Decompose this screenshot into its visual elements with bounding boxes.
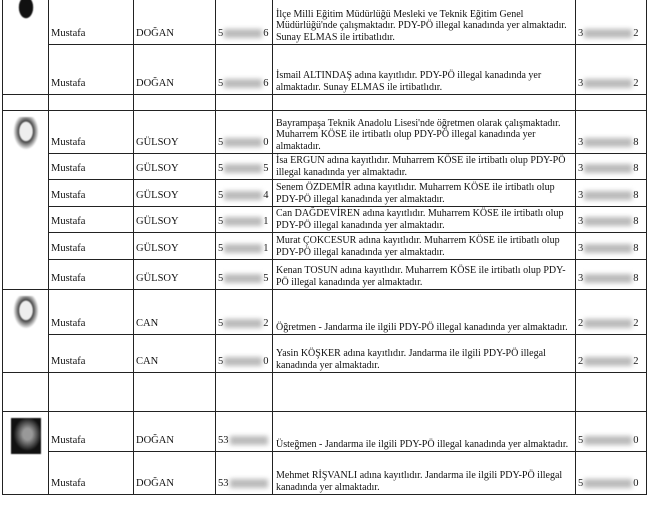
reference-number bbox=[576, 95, 647, 111]
redacted-blur bbox=[584, 164, 632, 173]
last-name: CAN bbox=[134, 290, 216, 335]
table-row bbox=[3, 0, 647, 45]
reference-number bbox=[576, 111, 647, 154]
last-name: GÜLSOY bbox=[134, 180, 216, 207]
phone-number bbox=[216, 373, 273, 412]
description: Öğretmen - Jandarma ile ilgili PDY-PÖ illegal kanadında yer almaktadır. bbox=[273, 290, 576, 335]
phone-end: 6 bbox=[263, 28, 269, 39]
phone-start: 5 bbox=[218, 163, 224, 174]
person-photo-cell bbox=[3, 290, 49, 373]
ref-end: 2 bbox=[633, 28, 639, 39]
last-name: CAN bbox=[134, 335, 216, 373]
last-name: DOĞAN bbox=[134, 412, 216, 452]
table-row bbox=[3, 290, 647, 335]
phone-start: 5 bbox=[218, 273, 224, 284]
ref-end: 8 bbox=[633, 137, 639, 148]
first-name: Mustafa bbox=[49, 233, 134, 260]
phone-start: 5 bbox=[218, 28, 224, 39]
redacted-blur bbox=[584, 244, 632, 253]
description: Kenan TOSUN adına kayıtlıdır. Muharrem KÖSE ile irtibatlı olup PDY-PÖ illegal kanadında yer almaktadır. bbox=[273, 260, 576, 290]
phone-number bbox=[216, 233, 273, 260]
description: Senem ÖZDEMİR adına kayıtlıdır. Muharrem KÖSE ile irtibatlı olup PDY-PÖ illegal kanadında yer almaktadır. bbox=[273, 180, 576, 207]
table-row bbox=[3, 95, 647, 111]
first-name: Mustafa bbox=[49, 290, 134, 335]
table-row bbox=[3, 180, 647, 207]
phone-end: 6 bbox=[263, 78, 269, 89]
phone-number bbox=[216, 180, 273, 207]
first-name bbox=[49, 95, 134, 111]
person-photo bbox=[11, 418, 41, 454]
phone-start: 5 bbox=[218, 78, 224, 89]
phone-start: 5 bbox=[218, 356, 224, 367]
ref-end: 2 bbox=[633, 318, 639, 329]
ref-start: 3 bbox=[578, 163, 584, 174]
phone-start: 53 bbox=[218, 478, 229, 489]
reference-number bbox=[576, 260, 647, 290]
description: Can DAĞDEVİREN adına kayıtlıdır. Muharrem KÖSE ile irtibatlı olup PDY-PÖ illegal kanadında yer almaktadır. bbox=[273, 207, 576, 233]
ref-end: 8 bbox=[633, 216, 639, 227]
ref-start: 3 bbox=[578, 28, 584, 39]
redacted-blur bbox=[224, 164, 262, 173]
phone-number bbox=[216, 452, 273, 495]
description: Yasin KÖŞKER adına kayıtlıdır. Jandarma ile ilgili PDY-PÖ illegal kanadında yer almaktadır. bbox=[273, 335, 576, 373]
last-name: DOĞAN bbox=[134, 452, 216, 495]
reference-number bbox=[576, 0, 647, 45]
first-name: Mustafa bbox=[49, 335, 134, 373]
phone-end: 1 bbox=[263, 243, 269, 254]
table-row bbox=[3, 154, 647, 180]
phone-number bbox=[216, 335, 273, 373]
last-name: DOĞAN bbox=[134, 45, 216, 95]
redacted-blur bbox=[230, 436, 268, 445]
phone-end: 2 bbox=[263, 318, 269, 329]
phone-start: 5 bbox=[218, 216, 224, 227]
redacted-blur bbox=[584, 191, 632, 200]
phone-number bbox=[216, 95, 273, 111]
phone-start: 5 bbox=[218, 243, 224, 254]
ref-start: 3 bbox=[578, 273, 584, 284]
ref-start: 3 bbox=[578, 216, 584, 227]
person-photo-cell bbox=[3, 0, 49, 95]
ref-end: 8 bbox=[633, 190, 639, 201]
redacted-blur bbox=[224, 244, 262, 253]
phone-number bbox=[216, 412, 273, 452]
redacted-blur bbox=[224, 138, 262, 147]
description: Bayrampaşa Teknik Anadolu Lisesi'nde öğretmen olarak çalışmaktadır. Muharrem KÖSE ile irtibatlı olup PDY-PÖ illegal kanadında yer almaktadır. bbox=[273, 111, 576, 154]
reference-number bbox=[576, 373, 647, 412]
table-row bbox=[3, 452, 647, 495]
phone-start: 5 bbox=[218, 190, 224, 201]
redacted-blur bbox=[584, 79, 632, 88]
ref-start: 2 bbox=[578, 318, 584, 329]
phone-number bbox=[216, 0, 273, 45]
person-photo bbox=[11, 117, 41, 153]
redacted-blur bbox=[224, 274, 262, 283]
redacted-blur bbox=[584, 29, 632, 38]
description: İsa ERGUN adına kayıtlıdır. Muharrem KÖSE ile irtibatlı olup PDY-PÖ illegal kanadında yer almaktadır. bbox=[273, 154, 576, 180]
ref-end: 8 bbox=[633, 163, 639, 174]
redacted-blur bbox=[230, 479, 268, 488]
reference-number bbox=[576, 180, 647, 207]
ref-end: 2 bbox=[633, 356, 639, 367]
reference-number bbox=[576, 452, 647, 495]
table-row bbox=[3, 233, 647, 260]
person-photo bbox=[13, 0, 39, 27]
ref-start: 3 bbox=[578, 243, 584, 254]
ref-start: 5 bbox=[578, 478, 584, 489]
table-row bbox=[3, 111, 647, 154]
ref-end: 8 bbox=[633, 243, 639, 254]
phone-start: 5 bbox=[218, 318, 224, 329]
ref-end: 8 bbox=[633, 273, 639, 284]
ref-end: 0 bbox=[633, 478, 639, 489]
last-name: GÜLSOY bbox=[134, 260, 216, 290]
redacted-blur bbox=[584, 357, 632, 366]
last-name bbox=[134, 95, 216, 111]
table-row bbox=[3, 207, 647, 233]
reference-number bbox=[576, 154, 647, 180]
first-name: Mustafa bbox=[49, 180, 134, 207]
phone-end: 4 bbox=[263, 190, 269, 201]
table-row bbox=[3, 373, 647, 412]
reference-number bbox=[576, 207, 647, 233]
redacted-blur bbox=[224, 217, 262, 226]
last-name bbox=[134, 373, 216, 412]
ref-start: 3 bbox=[578, 78, 584, 89]
table-row bbox=[3, 335, 647, 373]
ref-start: 2 bbox=[578, 356, 584, 367]
last-name: DOĞAN bbox=[134, 0, 216, 45]
first-name: Mustafa bbox=[49, 207, 134, 233]
reference-number bbox=[576, 335, 647, 373]
last-name: GÜLSOY bbox=[134, 207, 216, 233]
person-photo bbox=[11, 296, 41, 332]
redacted-blur bbox=[224, 319, 262, 328]
records-table bbox=[2, 0, 647, 495]
table-row bbox=[3, 260, 647, 290]
first-name: Mustafa bbox=[49, 260, 134, 290]
phone-end: 0 bbox=[263, 137, 269, 148]
reference-number bbox=[576, 45, 647, 95]
phone-number bbox=[216, 111, 273, 154]
phone-end: 0 bbox=[263, 356, 269, 367]
phone-number bbox=[216, 207, 273, 233]
redacted-blur bbox=[584, 436, 632, 445]
ref-end: 2 bbox=[633, 78, 639, 89]
redacted-blur bbox=[224, 79, 262, 88]
reference-number bbox=[576, 290, 647, 335]
first-name: Mustafa bbox=[49, 154, 134, 180]
phone-start: 5 bbox=[218, 137, 224, 148]
first-name: Mustafa bbox=[49, 45, 134, 95]
redacted-blur bbox=[224, 29, 262, 38]
first-name: Mustafa bbox=[49, 111, 134, 154]
redacted-blur bbox=[224, 191, 262, 200]
description: Murat ÇOKCESUR adına kayıtlıdır. Muharrem KÖSE ile irtibatlı olup PDY-PÖ illegal kanadında yer almaktadır. bbox=[273, 233, 576, 260]
first-name bbox=[49, 373, 134, 412]
phone-number bbox=[216, 45, 273, 95]
description: İlçe Milli Eğitim Müdürlüğü Mesleki ve Teknik Eğitim Genel Müdürlüğü'nde çalışmaktadır. PDY-PÖ illegal kanadında yer almaktadır. Sunay ELMAS ile irtibatlıdır. bbox=[273, 0, 576, 45]
redacted-blur bbox=[224, 357, 262, 366]
description: Üsteğmen - Jandarma ile ilgili PDY-PÖ illegal kanadında yer almaktadır. bbox=[273, 412, 576, 452]
phone-start: 53 bbox=[218, 435, 229, 446]
description bbox=[273, 95, 576, 111]
phone-end: 5 bbox=[263, 273, 269, 284]
redacted-blur bbox=[584, 217, 632, 226]
description: İsmail ALTINDAŞ adına kayıtlıdır. PDY-PÖ illegal kanadında yer almaktadır. Sunay ELMAS ile irtibatlıdır. bbox=[273, 45, 576, 95]
redacted-blur bbox=[584, 138, 632, 147]
phone-end: 1 bbox=[263, 216, 269, 227]
last-name: GÜLSOY bbox=[134, 154, 216, 180]
phone-end: 5 bbox=[263, 163, 269, 174]
ref-start: 3 bbox=[578, 137, 584, 148]
first-name: Mustafa bbox=[49, 452, 134, 495]
reference-number bbox=[576, 233, 647, 260]
person-photo-cell bbox=[3, 373, 49, 412]
first-name: Mustafa bbox=[49, 412, 134, 452]
person-photo-cell bbox=[3, 412, 49, 495]
redacted-blur bbox=[584, 274, 632, 283]
redacted-blur bbox=[584, 319, 632, 328]
person-photo-cell bbox=[3, 95, 49, 111]
reference-number bbox=[576, 412, 647, 452]
phone-number bbox=[216, 260, 273, 290]
ref-end: 0 bbox=[633, 435, 639, 446]
redacted-blur bbox=[584, 479, 632, 488]
first-name: Mustafa bbox=[49, 0, 134, 45]
table-row bbox=[3, 412, 647, 452]
person-photo-cell bbox=[3, 111, 49, 290]
description bbox=[273, 373, 576, 412]
ref-start: 3 bbox=[578, 190, 584, 201]
ref-start: 5 bbox=[578, 435, 584, 446]
last-name: GÜLSOY bbox=[134, 111, 216, 154]
description: Mehmet RİŞVANLI adına kayıtlıdır. Jandarma ile ilgili PDY-PÖ illegal kanadında yer almaktadır. bbox=[273, 452, 576, 495]
last-name: GÜLSOY bbox=[134, 233, 216, 260]
phone-number bbox=[216, 290, 273, 335]
phone-number bbox=[216, 154, 273, 180]
table-row bbox=[3, 45, 647, 95]
